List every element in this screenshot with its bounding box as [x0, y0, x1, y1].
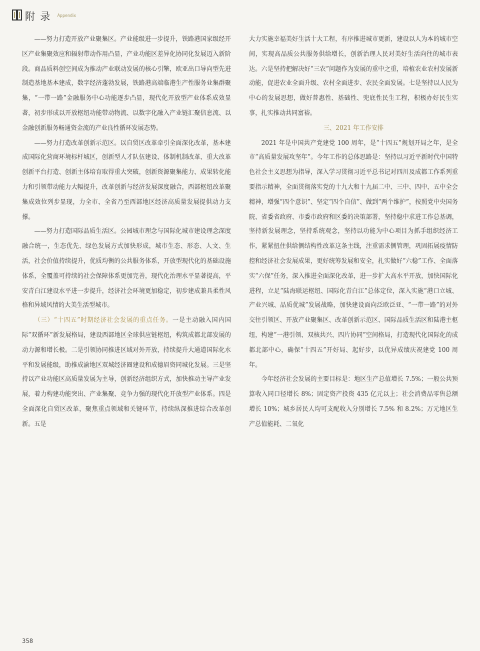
left-column: [22, 33, 231, 433]
page-header: [12, 8, 76, 22]
section-subtitle: Appendix: [57, 12, 77, 18]
section-note: （三）“十四五”时期经济社会发展的重点任务。: [34, 317, 173, 325]
paragraph-continuation: 大力实施幸福美好生活十大工程，有序推进城市更新，建设以人为本的城市空间，实现高品质公共服务供给增长，创新治理人民对美好生活向往的城市表达。六是坚持把解决好“三农”问题作为发展的重中之重，培植农业农村发展新动能，促进农业全面升级、农村全面进步、农民全面发展。七是坚持以人民为中心的发展思想，做好普惠性、基础性、兜底性民生工程，积极办好民生实事，扎实推动共同富裕。: [249, 36, 458, 117]
paragraph-with-note: [22, 314, 231, 432]
section-title: 附 录: [25, 11, 52, 23]
paragraph: ——努力打造改革创新示范区。以自贸区改革牵引全面深化改革，基本建成国际化营商环境标杆城区，创新型人才队伍建设、体制机制改革、重大改革创新平台打造、创新主体培育取得重大突破，创新资源聚集能力、成果转化能力和引领带动能力大幅提升，改革创新与经济发展深度融合，西部枢纽改革聚集成效位列步显现，力全市、全省乃至西部地区经济高质量发展提供动力支撑。: [22, 139, 231, 221]
section-heading: 三、2021 年工作安排: [323, 124, 384, 132]
paragraph: 今年经济社会发展的主要目标是：地区生产总值增长 7.5%；一般公共预算收入同口径增长 8%；固定资产投资 435 亿元以上；社会消费品零售总额增长 10%；城乡居民人均可支配收入分别增长 7.5% 和 8.2%；万元地区生产总值能耗、二氧化: [249, 376, 458, 428]
paragraph-text: 一是主动融入国内国际“双循环”新发展格局，建设西部地区全球供应链枢纽，构筑成都北部发展的动力源和增长极。二是引领协同推进区域对外开放，持续提升大通道国际化水平和发展能级，助推成渝地区双城经济圈建设和成德眉资同城化发展。三是坚持以产业功能区高质量发展为主导，创新经济组织方式，加快推动主导产业发展，着力构建功能突出、产业集聚、竞争力强的现代化开放型产业体系。四是全面深化自贸区改革，聚焦重点领域和关键环节，持续纵深推进综合改革创新。五是: [22, 317, 232, 428]
paragraph: 2021 年是中国共产党建党 100 周年，是“十四五”规划开局之年，是全市“高质量发展攻坚年”。今年工作的总体思路是：坚持以习近平新时代中国特色社会主义思想为指导，深入学习贯彻习近平总书记对四川及成都工作系列重要指示精神，全面贯彻落实党的十九大和十九届二中、三中、四中、五中全会精神，增强“四个意识”、坚定“四个自信”、做到“两个维护”，按照党中央国务院、省委省政府、市委市政府和区委的决策部署，坚持稳中求进工作总基调，坚持新发展理念，坚持系统观念，坚持以功能为中心项目为抓手组织经济工作，紧紧扭住供给侧结构性改革这条主线，注重需求侧管理，巩固拓展疫情防控和经济社会发展成果，更好统筹发展和安全，扎实做好“六稳”工作、全面落实“六保”任务，深入推进全面深化改革，进一步扩大高水平开放，加快国际化进程，立足“陆海联运枢纽、国际化青白江”总体定位，深入实施“港口立城、产业兴城、品质优城”发展战略，加快建设面向泛欧泛亚、“一带一路”的对外交往引领区、开放产业聚集区、改革创新示范区、国际品质生活区和陆港主枢纽，构建“一港引领、双核共兴、四片协同”空间格局，打造现代化国际化的成都北部中心，确保“十四五”开好局、起好步，以优异成绩庆祝建党 100 周年。: [249, 139, 458, 369]
page-number: 358: [22, 639, 34, 645]
paragraph: ——努力打造国际品质生活区。公园城市理念与国际化城市建设理念深度融合统一，生态优先、绿色发展方式加快形成，城市生态、形态、人文、生活，社会价值持续提升，优质均衡的公共服务体系，开放型现代化的基础设施体系，全覆盖可持续的社会保障体系更加完善，现代化治理水平显著提高，平安青白江建设水平进一步提升，经济社会环境更加稳定，初步建成兼具柔性风格和异域风情的大美生活型城市。: [22, 228, 231, 310]
paragraph: ——努力打造开放产业聚集区。产业能级进一步提升，铁路港国家级经开区产业集聚效应和辐射带动作用凸显，产业功能区差异化协同化发展迈入新阶段。商品质料创空间成为推动产业联动发展的核心引擎，欧亚出口导向型先进制造基地基本建成，数字经济蓬勃发展，铁路港高端临港生产性服务业集群聚集，“一带一路”金融服务中心功能逐步凸显，现代化开放型产业体系成效显著，初步形成以开放枢纽功能带动物流、以数字化融入产业链汇聚信息流、以金融创新服务畅通资金流的产业良性循环发展态势。: [22, 36, 231, 132]
right-column: [249, 33, 458, 433]
book-logo-icon: [12, 9, 22, 21]
